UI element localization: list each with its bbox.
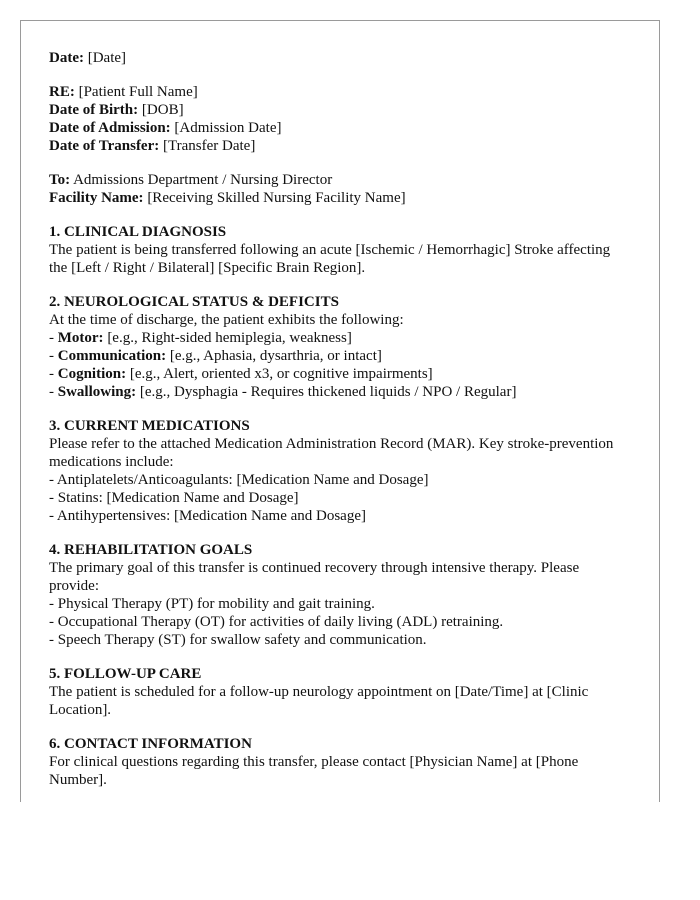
section-title: 1. CLINICAL DIAGNOSIS — [49, 224, 227, 240]
transfer-letter — [20, 20, 660, 802]
section-intro: At the time of discharge, the patient exhibits the following: — [49, 312, 404, 328]
to-label: To: — [49, 172, 71, 188]
admission-date-line — [49, 119, 631, 137]
list-item: - Antiplatelets/Anticoagulants: [Medication Name and Dosage] — [49, 472, 429, 488]
section-neurological-status — [49, 293, 631, 401]
to-line — [49, 171, 631, 189]
item-label: Motor: — [57, 330, 104, 346]
section-clinical-diagnosis — [49, 223, 631, 277]
date-line — [49, 49, 631, 67]
item-label: Swallowing: — [57, 384, 137, 400]
section-intro: Please refer to the attached Medication Administration Record (MAR). Key stroke-prevention medications include: — [49, 436, 614, 470]
section-title: 6. CONTACT INFORMATION — [49, 736, 252, 752]
list-item: - Occupational Therapy (OT) for activities of daily living (ADL) retraining. — [49, 614, 504, 630]
section-title: 3. CURRENT MEDICATIONS — [49, 418, 250, 434]
list-item: - Physical Therapy (PT) for mobility and gait training. — [49, 596, 375, 612]
list-item — [49, 329, 631, 347]
list-bullet: - — [49, 366, 58, 382]
item-value: [e.g., Right-sided hemiplegia, weakness] — [103, 330, 352, 346]
re-line — [49, 83, 631, 101]
item-label: Cognition: — [57, 366, 127, 382]
list-item: - Antihypertensives: [Medication Name and Dosage] — [49, 508, 366, 524]
re-value: [Patient Full Name] — [78, 84, 198, 100]
list-bullet: - — [49, 384, 58, 400]
list-item — [49, 383, 631, 401]
item-value: [e.g., Alert, oriented x3, or cognitive impairments] — [126, 366, 433, 382]
section-follow-up-care — [49, 665, 631, 719]
facility-line — [49, 189, 631, 207]
item-label: Communication: — [57, 348, 167, 364]
list-item: - Speech Therapy (ST) for swallow safety and communication. — [49, 632, 427, 648]
section-current-medications — [49, 417, 631, 525]
dob-label: Date of Birth: — [49, 102, 139, 118]
to-value: Admissions Department / Nursing Director — [73, 172, 333, 188]
dob-line — [49, 101, 631, 119]
section-text: The patient is scheduled for a follow-up neurology appointment on [Date/Time] at [Clinic Location]. — [49, 684, 589, 718]
section-title: 4. REHABILITATION GOALS — [49, 542, 253, 558]
transfer-date-value: [Transfer Date] — [163, 138, 256, 154]
item-value: [e.g., Dysphagia - Requires thickened liquids / NPO / Regular] — [136, 384, 517, 400]
list-bullet: - — [49, 330, 58, 346]
date-value: [Date] — [87, 50, 127, 66]
list-item — [49, 347, 631, 365]
re-label: RE: — [49, 84, 75, 100]
admission-date-value: [Admission Date] — [174, 120, 282, 136]
item-value: [e.g., Aphasia, dysarthria, or intact] — [166, 348, 382, 364]
list-item — [49, 365, 631, 383]
section-rehabilitation-goals — [49, 541, 631, 649]
dob-value: [DOB] — [141, 102, 184, 118]
section-title: 2. NEUROLOGICAL STATUS & DEFICITS — [49, 294, 339, 310]
facility-value: [Receiving Skilled Nursing Facility Name] — [147, 190, 406, 206]
section-text: For clinical questions regarding this transfer, please contact [Physician Name] at [Phone Number]. — [49, 754, 579, 788]
section-text: The patient is being transferred following an acute [Ischemic / Hemorrhagic] Stroke affecting the [Left / Right / Bilateral] [Specific Brain Region]. — [49, 242, 611, 276]
facility-label: Facility Name: — [49, 190, 144, 206]
section-contact-information — [49, 735, 631, 789]
transfer-date-label: Date of Transfer: — [49, 138, 160, 154]
list-bullet: - — [49, 348, 58, 364]
list-item: - Statins: [Medication Name and Dosage] — [49, 490, 299, 506]
date-label: Date: — [49, 50, 84, 66]
section-title: 5. FOLLOW-UP CARE — [49, 666, 202, 682]
admission-date-label: Date of Admission: — [49, 120, 171, 136]
transfer-date-line — [49, 137, 631, 155]
section-intro: The primary goal of this transfer is continued recovery through intensive therapy. Please provide: — [49, 560, 580, 594]
